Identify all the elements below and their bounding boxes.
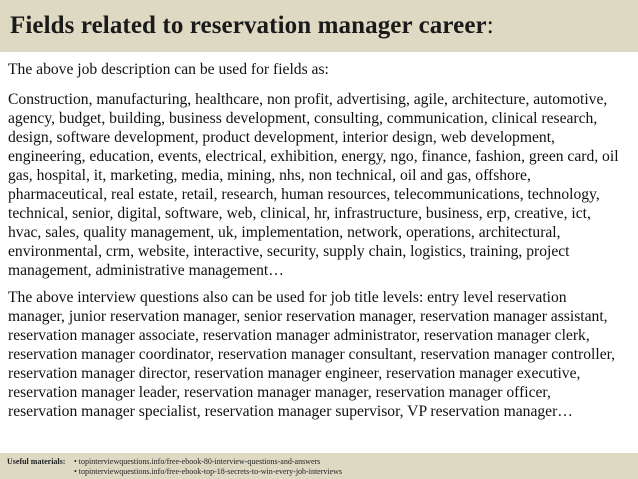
- main-content: [8, 60, 634, 429]
- levels-line: reservation manager director, reservation manager engineer, reservation manager executive,: [8, 365, 581, 382]
- useful-materials-label: Useful materials:: [7, 457, 66, 466]
- page-title-text: Fields related to reservation manager career: [10, 12, 487, 39]
- levels-line: reservation manager associate, reservation manager administrator, reservation manager clerk,: [8, 327, 590, 344]
- levels-paragraph: [8, 288, 634, 421]
- fields-line: design, software development, product development, interior design, web development,: [8, 129, 555, 146]
- fields-line: gas, hospital, it, marketing, media, mining, nhs, non technical, oil and gas, offshore,: [8, 167, 531, 184]
- fields-line: pharmaceutical, real estate, retail, research, human resources, telecommunications, technology,: [8, 186, 600, 203]
- useful-materials-links: [74, 457, 342, 476]
- fields-line: engineering, education, events, electrical, exhibition, energy, ngo, finance, fashion, green card, oil: [8, 148, 619, 165]
- levels-line: reservation manager coordinator, reservation manager consultant, reservation manager controller,: [8, 346, 616, 363]
- page-title: [10, 12, 494, 40]
- intro-text: The above job description can be used for fields as:: [8, 61, 329, 78]
- page-title-colon: :: [486, 12, 494, 39]
- levels-line: reservation manager specialist, reservation manager supervisor, VP reservation manager…: [8, 403, 573, 420]
- levels-line: manager, junior reservation manager, senior reservation manager, reservation manager assistant,: [8, 308, 608, 325]
- fields-line: management, administrative management…: [8, 262, 284, 279]
- footer-link[interactable]: • topinterviewquestions.info/free-ebook-80-interview-questions-and-answers: [74, 457, 321, 466]
- title-band: [0, 0, 638, 52]
- fields-line: technical, senior, digital, software, web, clinical, hr, infrastructure, business, erp, creative, ict,: [8, 205, 591, 222]
- footer-link[interactable]: • topinterviewquestions.info/free-ebook-top-18-secrets-to-win-every-job-interviews: [74, 466, 343, 476]
- levels-line: reservation manager leader, reservation manager manager, reservation manager officer,: [8, 384, 551, 401]
- footer-band: [0, 453, 638, 479]
- fields-line: hvac, sales, quality management, uk, implementation, network, operations, architectural,: [8, 224, 561, 241]
- fields-line: agency, budget, building, business development, consulting, communication, clinical research,: [8, 110, 598, 127]
- levels-line: The above interview questions also can be used for job title levels: entry level reservation: [8, 289, 567, 306]
- fields-paragraph: [8, 90, 634, 280]
- fields-line: Construction, manufacturing, healthcare, non profit, advertising, agile, architecture, automotive,: [8, 91, 608, 108]
- fields-line: environmental, crm, website, interactive, security, supply chain, logistics, training, project: [8, 243, 570, 260]
